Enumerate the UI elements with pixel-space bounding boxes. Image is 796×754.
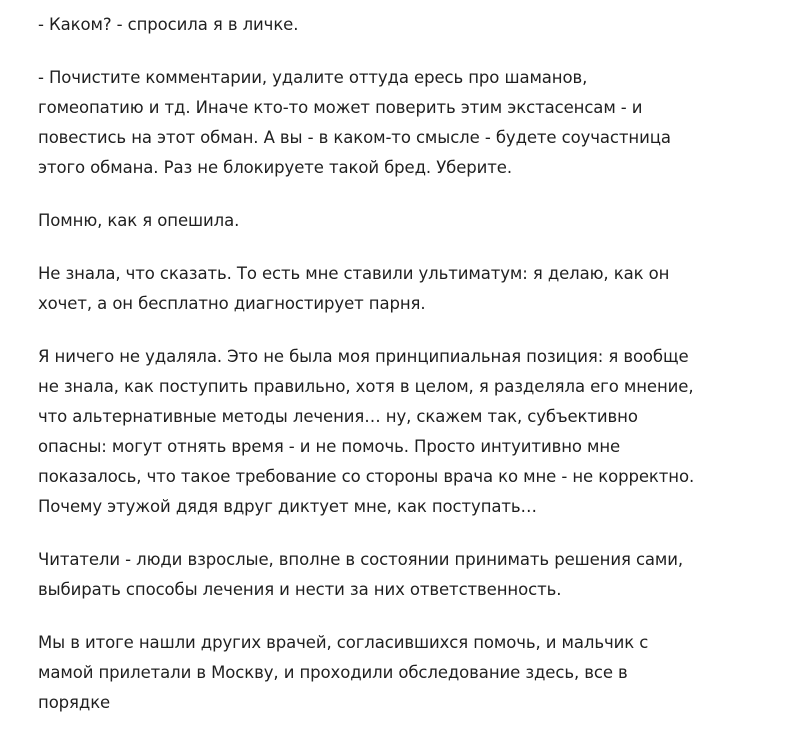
paragraph-6 (38, 545, 778, 605)
text-line: Помню, как я опешила. (38, 211, 240, 230)
text-line: что альтернативные методы лечения… ну, скажем так, субъективно (38, 407, 638, 426)
text-line: Я ничего не удаляла. Это не была моя принципиальная позиция: я вообще (38, 347, 689, 366)
text-line: - Почистите комментарии, удалите оттуда ересь про шаманов, (38, 68, 588, 87)
article-body (38, 10, 778, 741)
text-line: - Каком? - спросила я в личке. (38, 15, 299, 34)
text-line: повестись на этот обман. А вы - в каком-то смысле - будете соучастница (38, 128, 671, 147)
paragraph-4 (38, 259, 778, 319)
text-line: Не знала, что сказать. То есть мне ставили ультиматум: я делаю, как он (38, 264, 670, 283)
text-line: Почему этужой дядя вдруг диктует мне, как поступать… (38, 497, 537, 516)
text-line: мамой прилетали в Москву, и проходили обследование здесь, все в (38, 663, 628, 682)
text-line: порядке (38, 693, 111, 712)
text-line: показалось, что такое требование со стороны врача ко мне - не корректно. (38, 467, 695, 486)
text-line: гомеопатию и тд. Иначе кто-то может поверить этим экстасенсам - и (38, 98, 643, 117)
text-line: не знала, как поступить правильно, хотя в целом, я разделяла его мнение, (38, 377, 694, 396)
text-line: Мы в итоге нашли других врачей, согласившихся помочь, и мальчик с (38, 633, 649, 652)
text-line: хочет, а он бесплатно диагностирует парня. (38, 294, 426, 313)
text-line: опасны: могут отнять время - и не помочь. Просто интуитивно мне (38, 437, 621, 456)
paragraph-3 (38, 206, 778, 236)
paragraph-2 (38, 63, 778, 183)
text-line: этого обмана. Раз не блокируете такой бред. Уберите. (38, 158, 512, 177)
paragraph-5 (38, 342, 778, 522)
text-line: выбирать способы лечения и нести за них ответственность. (38, 580, 562, 599)
paragraph-1 (38, 10, 778, 40)
paragraph-7 (38, 628, 778, 718)
text-line: Читатели - люди взрослые, вполне в состоянии принимать решения сами, (38, 550, 684, 569)
